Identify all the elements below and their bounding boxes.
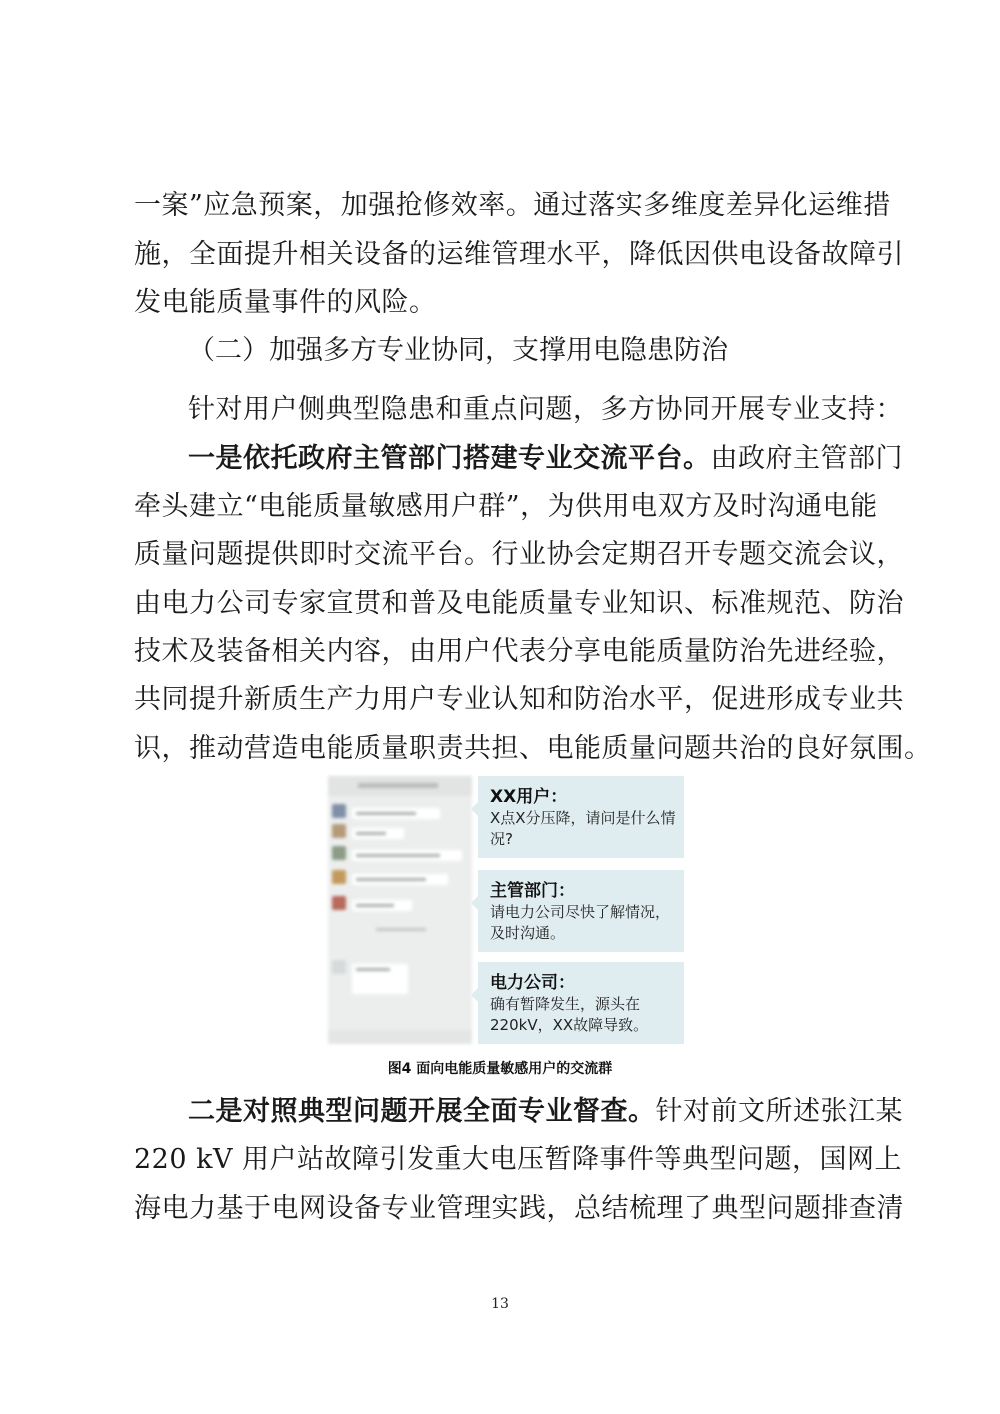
paragraph-line bbox=[188, 1095, 903, 1129]
message-sender: 主管部门： bbox=[490, 881, 575, 901]
paragraph-line: 施，全面提升相关设备的运维管理水平，降低因供电设备故障引 bbox=[134, 239, 904, 270]
section-heading: （二）加强多方专业协同，支撑用电隐患防治 bbox=[188, 335, 728, 366]
paragraph-line: 发电能质量事件的风险。 bbox=[134, 287, 437, 318]
figure-caption: 图4 面向电能质量敏感用户的交流群 bbox=[387, 1061, 613, 1077]
paragraph-line: 质量问题提供即时交流平台。行业协会定期召开专题交流会议， bbox=[134, 539, 904, 570]
paragraph-line: 识，推动营造电能质量职责共担、电能质量问题共治的良好氛围。 bbox=[134, 733, 932, 764]
lead-phrase-rest: 针对前文所述张江某 bbox=[655, 1096, 903, 1127]
bold-lead-phrase: 二是对照典型问题开展全面专业督查。 bbox=[188, 1096, 656, 1127]
paragraph-line bbox=[188, 442, 903, 476]
chat-message bbox=[478, 870, 684, 952]
blurred-chat-screenshot bbox=[328, 776, 472, 1044]
paragraph-line: 针对用户侧典型隐患和重点问题，多方协同开展专业支持： bbox=[188, 394, 903, 425]
paragraph-line: 一案”应急预案，加强抢修效率。通过落实多维度差异化运维措 bbox=[134, 190, 891, 221]
message-text: X点X分压降，请问是什么情况? bbox=[490, 809, 676, 848]
chat-group-figure bbox=[328, 776, 684, 1044]
paragraph-line: 技术及装备相关内容，由用户代表分享电能质量防治先进经验， bbox=[134, 636, 904, 667]
page-number: 13 bbox=[491, 1296, 509, 1312]
paragraph-line: 牵头建立“电能质量敏感用户群”，为供用电双方及时沟通电能 bbox=[134, 491, 878, 522]
paragraph-line: 220 kV 用户站故障引发重大电压暂降事件等典型问题，国网上 bbox=[134, 1144, 903, 1175]
message-text: 请电力公司尽快了解情况，及时沟通。 bbox=[490, 903, 671, 942]
lead-phrase-rest: 由政府主管部门 bbox=[710, 443, 903, 474]
chat-message bbox=[478, 776, 684, 858]
paragraph-line: 由电力公司专家宣贯和普及电能质量专业知识、标准规范、防治 bbox=[134, 588, 904, 619]
chat-message bbox=[478, 962, 684, 1044]
paragraph-line: 共同提升新质生产力用户专业认知和防治水平，促进形成专业共 bbox=[134, 684, 904, 715]
message-text: 确有暂降发生，源头在220kV，XX故障导致。 bbox=[490, 995, 649, 1034]
paragraph-line: 海电力基于电网设备专业管理实践，总结梳理了典型问题排查清 bbox=[134, 1193, 904, 1224]
message-sender: XX用户： bbox=[490, 787, 568, 807]
message-sender: 电力公司： bbox=[490, 973, 575, 993]
bold-lead-phrase: 一是依托政府主管部门搭建专业交流平台。 bbox=[188, 443, 711, 474]
